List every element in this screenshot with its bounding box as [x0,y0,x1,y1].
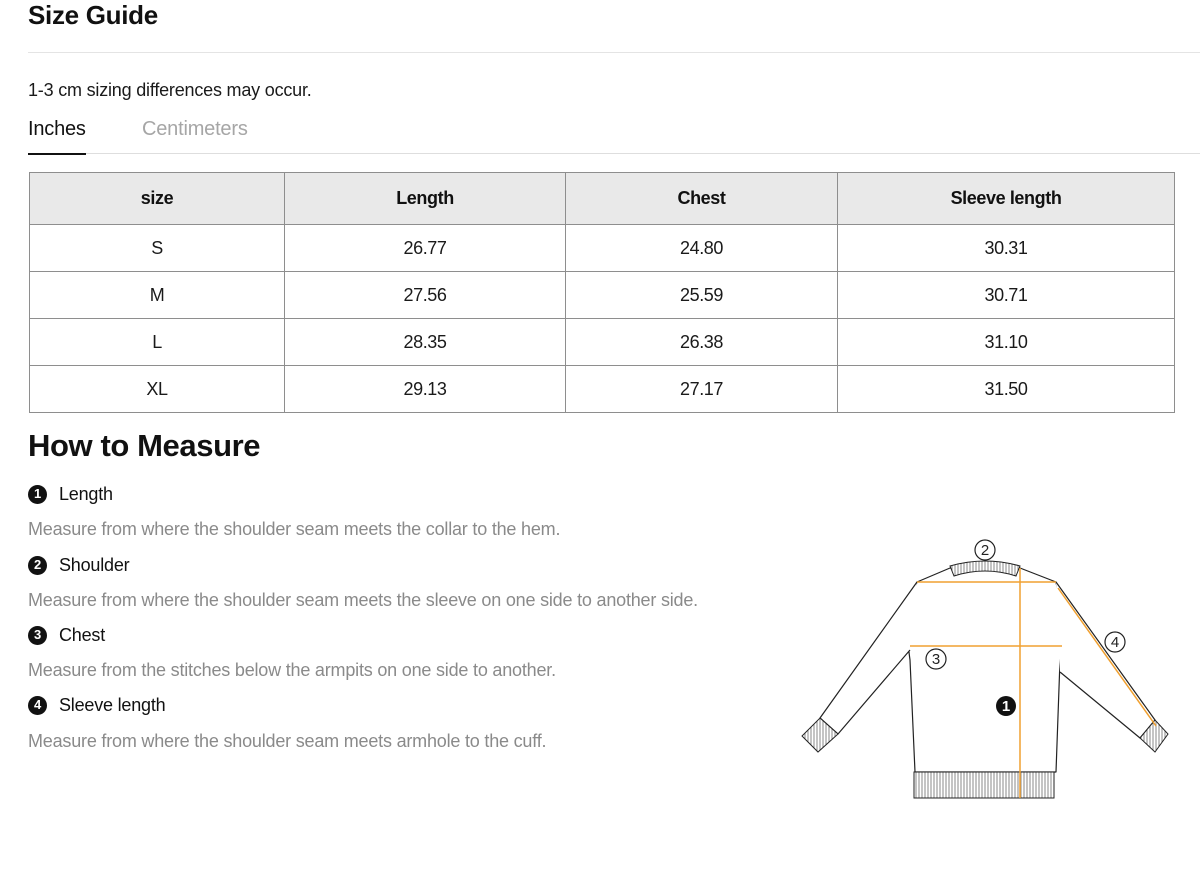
number-2-icon: 2 [28,556,47,575]
marker-chest-label: 3 [931,651,941,668]
marker-shoulder-label: 2 [980,542,990,559]
measure-desc: Measure from where the shoulder seam meets armhole to the cuff. [28,731,547,751]
measure-desc: Measure from where the shoulder seam meets the collar to the hem. [28,519,561,539]
measure-item-sleeve-length [28,694,165,716]
table-row [30,225,1175,272]
number-3-icon: 3 [28,626,47,645]
number-1-icon: 1 [28,485,47,504]
title-divider [28,52,1200,53]
table-cell: 29.13 [285,366,566,413]
measure-label: Shoulder [59,555,130,575]
tab-centimeters[interactable]: Centimeters [142,118,248,140]
marker-sleeve-label: 4 [1110,634,1120,651]
table-cell: S [30,225,285,272]
measure-label: Chest [59,625,106,645]
table-row [30,366,1175,413]
table-cell: 27.56 [285,272,566,319]
table-cell: 26.77 [285,225,566,272]
measure-item-shoulder [28,554,129,576]
column-header-length: Length [285,173,566,225]
table-cell: 31.10 [838,319,1175,366]
number-4-icon: 4 [28,696,47,715]
table-cell: 24.80 [566,225,838,272]
table-header-row [30,173,1175,225]
sweater-measurement-diagram [796,536,1176,806]
marker-length-icon [996,696,1016,716]
table-cell: 30.31 [838,225,1175,272]
measure-desc: Measure from the stitches below the armpits on one side to another. [28,660,556,680]
table-cell: M [30,272,285,319]
table-cell: XL [30,366,285,413]
column-header-chest: Chest [566,173,838,225]
page-title: Size Guide [28,0,158,30]
marker-length-label: 1 [1001,698,1011,715]
table-row [30,272,1175,319]
marker-chest-icon [926,649,946,669]
table-row [30,319,1175,366]
measure-item-length [28,483,113,505]
tab-inches[interactable]: Inches [28,115,86,154]
table-cell: 27.17 [566,366,838,413]
size-table [29,172,1175,413]
measure-label: Length [59,484,113,504]
marker-sleeve-icon [1105,632,1125,652]
table-cell: L [30,319,285,366]
measure-label: Sleeve length [59,695,166,715]
marker-shoulder-icon [975,540,995,560]
how-to-measure-title: How to Measure [28,428,261,463]
column-header-size: size [30,173,285,225]
measure-item-chest [28,624,105,646]
table-cell: 30.71 [838,272,1175,319]
measure-desc: Measure from where the shoulder seam meets the sleeve on one side to another side. [28,590,698,610]
table-cell: 25.59 [566,272,838,319]
table-cell: 26.38 [566,319,838,366]
unit-tabs [28,115,1200,154]
table-cell: 31.50 [838,366,1175,413]
column-header-sleeve-length: Sleeve length [838,173,1175,225]
sizing-note: 1-3 cm sizing differences may occur. [28,80,312,100]
table-cell: 28.35 [285,319,566,366]
